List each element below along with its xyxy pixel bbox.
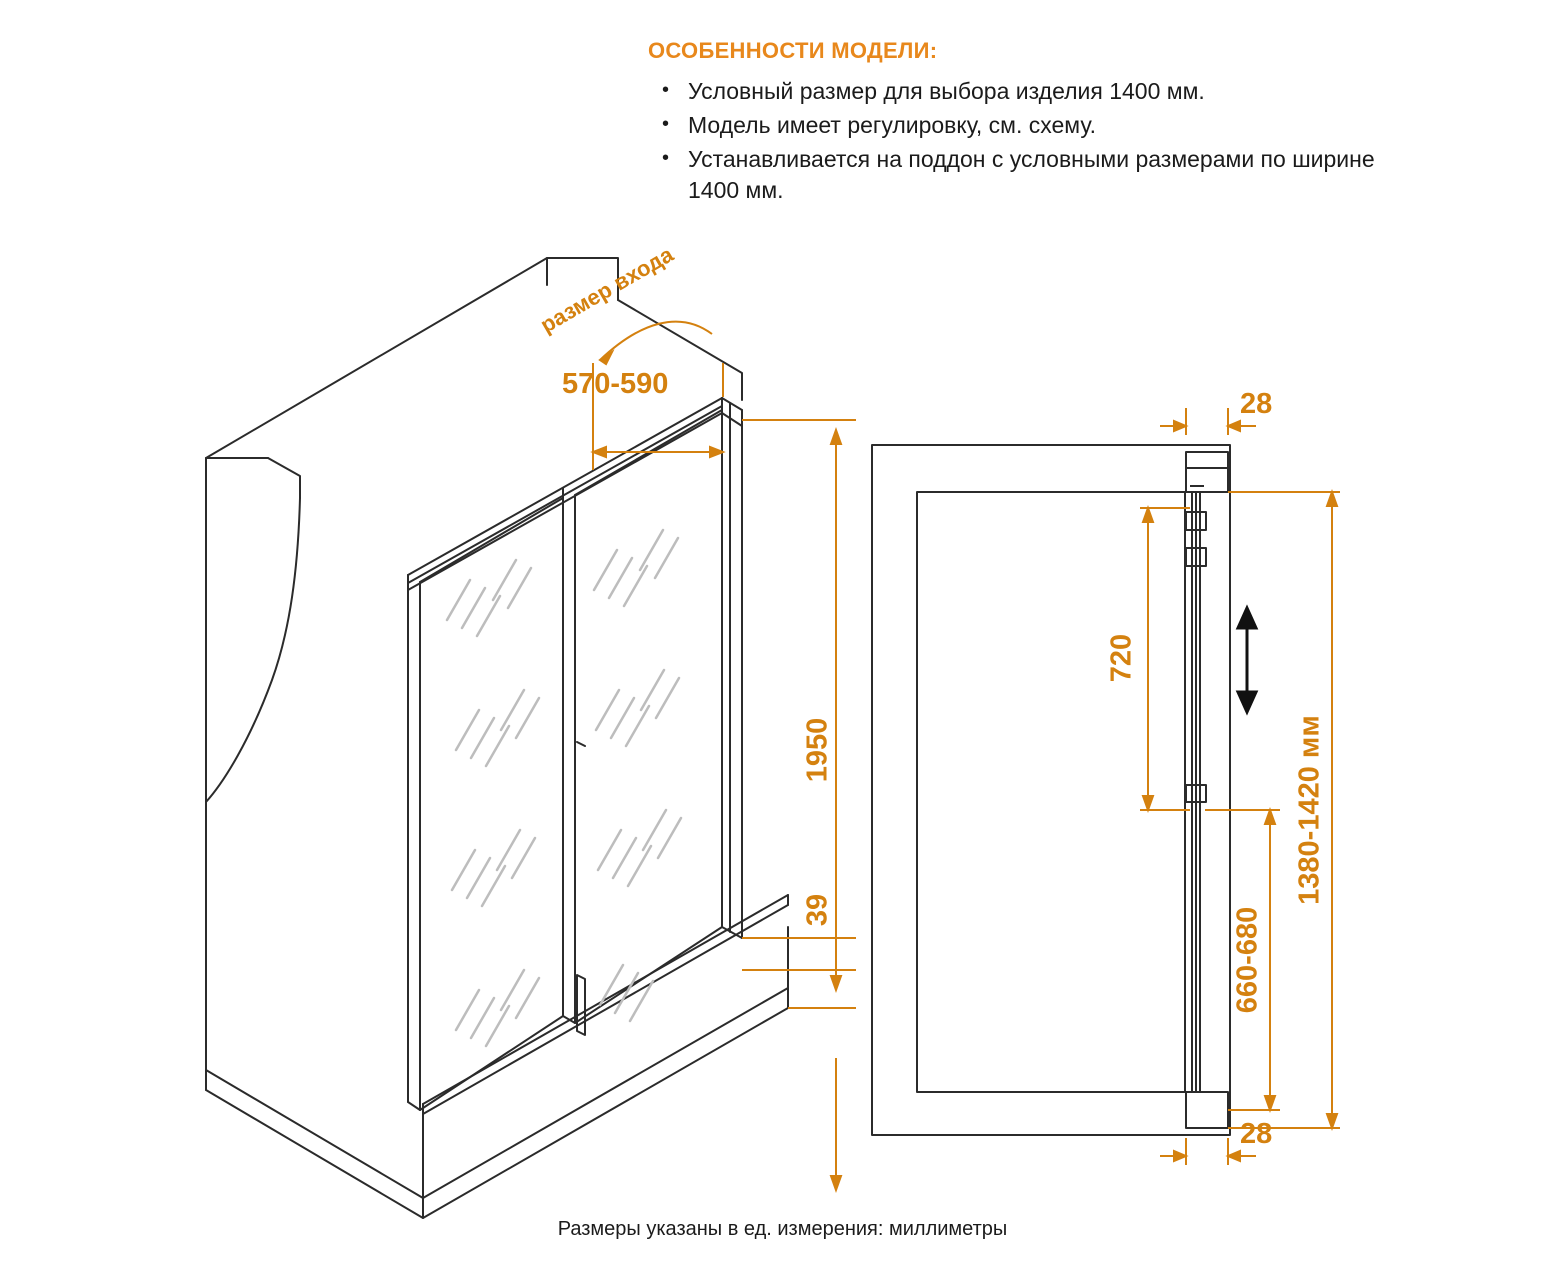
entrance-value: 570-590 [562,368,669,400]
features-heading: ОСОБЕННОСТИ МОДЕЛИ: [648,38,938,63]
glass-panel-right [575,410,722,1023]
glass-panel-left [420,498,563,1110]
base-height-value: 39 [801,893,834,927]
door-division [563,488,575,1023]
wall-outline [206,258,788,1218]
units-footnote: Размеры указаны в ед. измерения: миллиметры [557,1218,1008,1240]
profile-top-value: 28 [1240,388,1273,420]
model-features-block [648,38,1408,209]
drawing-svg [0,230,1565,1220]
entrance-caption: размер входа [536,241,678,338]
adjust-upper-value: 720 [1105,633,1138,683]
total-height-value: 1950 [801,717,834,783]
door-handle [577,742,585,1035]
adjustment-arrow [1238,608,1256,712]
side-view-outline [872,445,1230,1135]
overall-width-value: 1380-1420 мм [1293,715,1326,905]
tray-edge [423,895,788,1114]
features-list [648,76,1408,206]
list-item: • Модель имеет регулировку, см. схему. [688,110,1408,141]
adjust-lower-value: 660-680 [1231,906,1264,1014]
list-item: • Условный размер для выбора изделия 1400 мм. [688,76,1408,107]
list-item: • Устанавливается на поддон с условными размерами по ширине 1400 мм. [688,144,1408,206]
profile-bottom-value: 28 [1240,1118,1273,1150]
technical-drawing [0,230,1565,1220]
